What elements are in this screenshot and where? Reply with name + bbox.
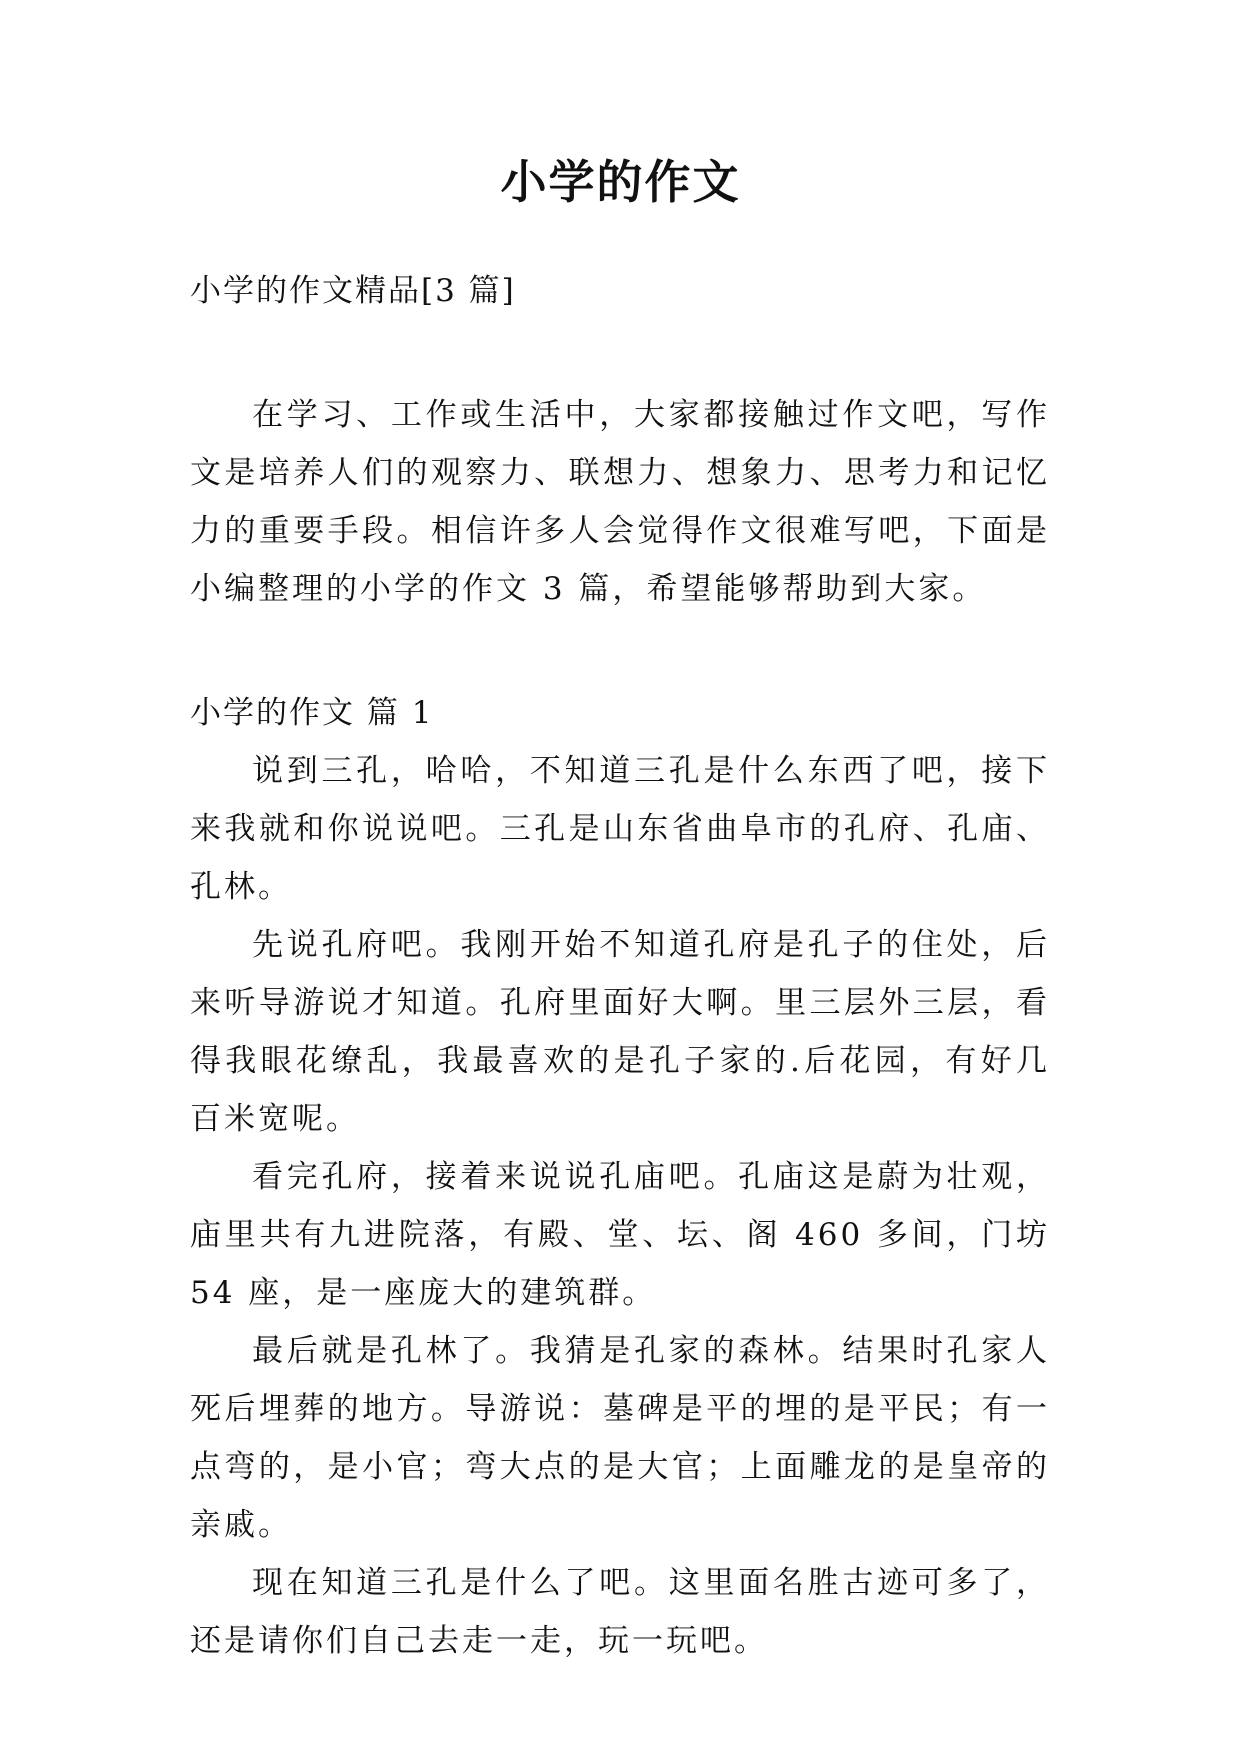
body-paragraph: 先说孔府吧。我刚开始不知道孔府是孔子的住处，后来听导游说才知道。孔府里面好大啊。里三层外三层，看得我眼花缭乱，我最喜欢的是孔子家的.后花园，有好几百米宽呢。 bbox=[190, 927, 1050, 1137]
page-title: 小学的作文 bbox=[500, 155, 741, 209]
body-paragraph: 现在知道三孔是什么了吧。这里面名胜古迹可多了，还是请你们自己去走一走，玩一玩吧。 bbox=[190, 1565, 1050, 1659]
intro-paragraph: 在学习、工作或生活中，大家都接触过作文吧，写作文是培养人们的观察力、联想力、想象力、思考力和记忆力的重要手段。相信许多人会觉得作文很难写吧，下面是小编整理的小学的作文 3 篇，希望能够帮助到大家。 bbox=[190, 397, 1050, 607]
body-paragraph: 最后就是孔林了。我猜是孔家的森林。结果时孔家人死后埋葬的地方。导游说：墓碑是平的埋的是平民；有一点弯的，是小官；弯大点的是大官；上面雕龙的是皇帝的亲戚。 bbox=[190, 1333, 1050, 1543]
body-paragraph: 看完孔府，接着来说说孔庙吧。孔庙这是蔚为壮观，庙里共有九进院落，有殿、堂、坛、阁 460 多间，门坊 54 座，是一座庞大的建筑群。 bbox=[190, 1159, 1050, 1311]
document-subtitle: 小学的作文精品[3 篇] bbox=[190, 273, 516, 309]
section-heading: 小学的作文 篇 1 bbox=[190, 695, 434, 731]
document-body bbox=[190, 262, 1050, 1670]
body-paragraph: 说到三孔，哈哈，不知道三孔是什么东西了吧，接下来我就和你说说吧。三孔是山东省曲阜市的孔府、孔庙、孔林。 bbox=[190, 753, 1050, 905]
